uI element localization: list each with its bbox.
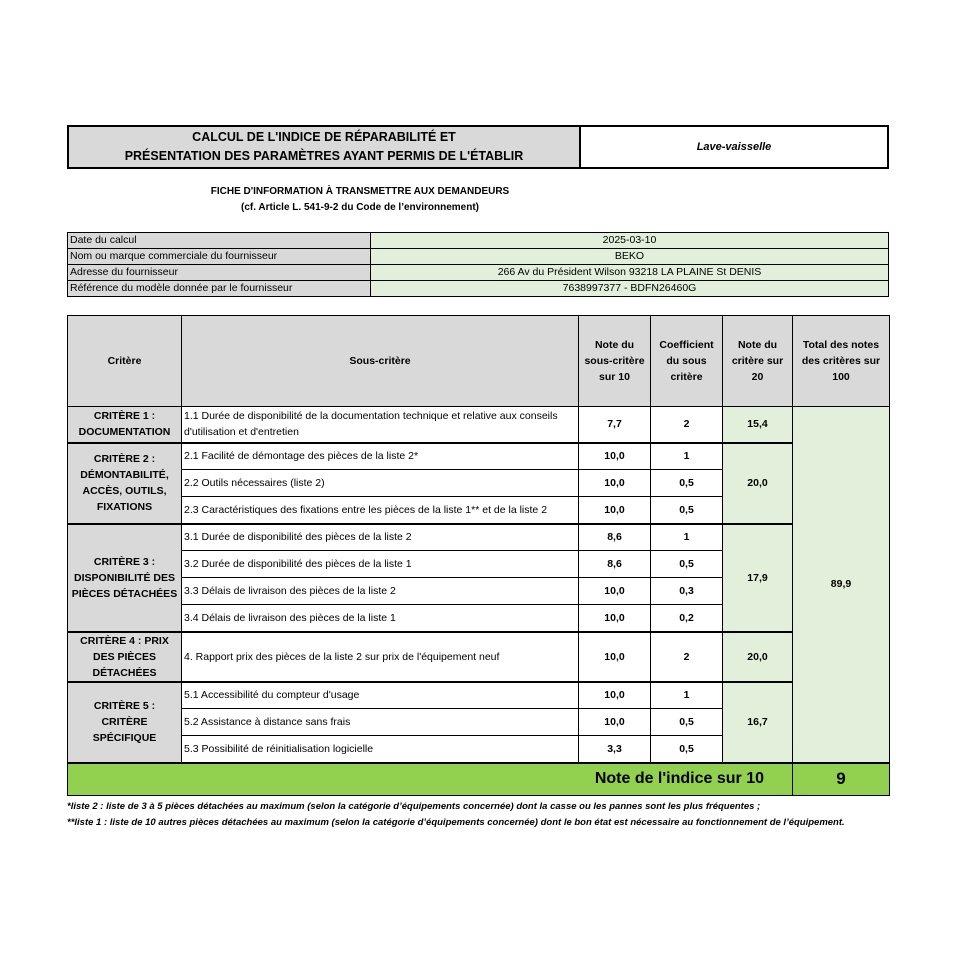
sub-criterion-label: 2.1 Facilité de démontage des pièces de la liste 2* bbox=[182, 443, 579, 470]
footnotes bbox=[67, 799, 867, 831]
final-score-value: 9 bbox=[793, 763, 890, 796]
info-value: 7638997377 - BDFN26460G bbox=[371, 281, 889, 297]
info-row bbox=[68, 281, 889, 297]
sub-criterion-label: 4. Rapport prix des pièces de la liste 2 sur prix de l'équipement neuf bbox=[182, 632, 579, 682]
info-row bbox=[68, 249, 889, 265]
sub-criterion-coef: 0,5 bbox=[651, 709, 723, 736]
criterion-name: CRITÈRE 3 : DISPONIBILITÉ DES PIÈCES DÉTACHÉES bbox=[68, 524, 182, 632]
sub-criterion-label: 3.2 Durée de disponibilité des pièces de la liste 1 bbox=[182, 551, 579, 578]
sub-criterion-label: 5.3 Possibilité de réinitialisation logicielle bbox=[182, 736, 579, 763]
sub-criterion-note: 10,0 bbox=[579, 470, 651, 497]
sub-criterion-coef: 0,2 bbox=[651, 605, 723, 632]
info-label: Adresse du fournisseur bbox=[68, 265, 371, 281]
sub-criterion-note: 8,6 bbox=[579, 551, 651, 578]
document-header bbox=[67, 125, 889, 169]
sub-criterion-coef: 0,5 bbox=[651, 551, 723, 578]
total-score: 89,9 bbox=[793, 407, 890, 763]
sub-criterion-label: 3.4 Délais de livraison des pièces de la liste 1 bbox=[182, 605, 579, 632]
sub-criterion-label: 3.3 Délais de livraison des pièces de la liste 2 bbox=[182, 578, 579, 605]
sub-criterion-coef: 0,5 bbox=[651, 470, 723, 497]
table-row bbox=[68, 682, 890, 709]
sub-criterion-label: 5.2 Assistance à distance sans frais bbox=[182, 709, 579, 736]
criterion-name: CRITÈRE 4 : PRIX DES PIÈCES DÉTACHÉES bbox=[68, 632, 182, 682]
supplier-info-table bbox=[67, 232, 889, 297]
sub-criterion-coef: 0,3 bbox=[651, 578, 723, 605]
sub-criterion-note: 10,0 bbox=[579, 632, 651, 682]
sub-criterion-label: 2.3 Caractéristiques des fixations entre les pièces de la liste 1** et de la liste 2 bbox=[182, 497, 579, 524]
header-critere: Critère bbox=[68, 316, 182, 407]
sub-criterion-label: 1.1 Durée de disponibilité de la documentation technique et relative aux conseils d'utilisation et d'entretien bbox=[182, 407, 579, 443]
sub-criterion-coef: 1 bbox=[651, 682, 723, 709]
final-score-label: Note de l'indice sur 10 bbox=[68, 763, 793, 796]
title-line-2: PRÉSENTATION DES PARAMÈTRES AYANT PERMIS DE L'ÉTABLIR bbox=[124, 149, 524, 163]
info-row bbox=[68, 233, 889, 249]
table-row bbox=[68, 407, 890, 443]
header-total: Total des notes des critères sur 100 bbox=[793, 316, 890, 407]
table-row bbox=[68, 443, 890, 470]
sub-criterion-note: 10,0 bbox=[579, 497, 651, 524]
sub-criterion-coef: 2 bbox=[651, 632, 723, 682]
info-value: BEKO bbox=[371, 249, 889, 265]
header-coefficient: Coefficient du sous critère bbox=[651, 316, 723, 407]
document-title bbox=[69, 127, 581, 167]
criterion-name: CRITÈRE 1 : DOCUMENTATION bbox=[68, 407, 182, 443]
sub-criterion-label: 2.2 Outils nécessaires (liste 2) bbox=[182, 470, 579, 497]
sub-criterion-note: 10,0 bbox=[579, 709, 651, 736]
repairability-table bbox=[67, 315, 890, 796]
table-row bbox=[68, 524, 890, 551]
info-value: 2025-03-10 bbox=[371, 233, 889, 249]
info-label: Référence du modèle donnée par le fournisseur bbox=[68, 281, 371, 297]
info-label: Date du calcul bbox=[68, 233, 371, 249]
criterion-score: 15,4 bbox=[723, 407, 793, 443]
sub-criterion-note: 10,0 bbox=[579, 443, 651, 470]
sub-criterion-note: 10,0 bbox=[579, 578, 651, 605]
info-label: Nom ou marque commerciale du fournisseur bbox=[68, 249, 371, 265]
sub-criterion-coef: 0,5 bbox=[651, 736, 723, 763]
sub-criterion-coef: 2 bbox=[651, 407, 723, 443]
header-sous-critere: Sous-critère bbox=[182, 316, 579, 407]
criterion-score: 20,0 bbox=[723, 632, 793, 682]
sub-criterion-coef: 1 bbox=[651, 524, 723, 551]
footnote-liste-2: *liste 2 : liste de 3 à 5 pièces détachées au maximum (selon la catégorie d’équipements concernée) dont la casse ou les pannes sont les plus fréquentes ; bbox=[67, 801, 761, 812]
criterion-score: 17,9 bbox=[723, 524, 793, 632]
sub-criterion-note: 10,0 bbox=[579, 605, 651, 632]
info-value: 266 Av du Président Wilson 93218 LA PLAINE St DENIS bbox=[371, 265, 889, 281]
criterion-name: CRITÈRE 2 : DÉMONTABILITÉ, ACCÈS, OUTILS, FIXATIONS bbox=[68, 443, 182, 524]
sub-criterion-coef: 1 bbox=[651, 443, 723, 470]
product-type: Lave-vaisselle bbox=[696, 141, 772, 153]
fiche-line-2: (cf. Article L. 541-9-2 du Code de l’environnement) bbox=[240, 202, 479, 213]
sub-criterion-note: 8,6 bbox=[579, 524, 651, 551]
criterion-score: 16,7 bbox=[723, 682, 793, 763]
criterion-score: 20,0 bbox=[723, 443, 793, 524]
title-line-1: CALCUL DE L'INDICE DE RÉPARABILITÉ ET bbox=[192, 130, 456, 144]
fiche-line-1: FICHE D'INFORMATION À TRANSMETTRE AUX DEMANDEURS bbox=[210, 186, 510, 197]
header-note-sous: Note du sous-critère sur 10 bbox=[579, 316, 651, 407]
sub-criterion-coef: 0,5 bbox=[651, 497, 723, 524]
table-row bbox=[68, 632, 890, 682]
criterion-name: CRITÈRE 5 : CRITÈRE SPÉCIFIQUE bbox=[68, 682, 182, 763]
fiche-heading bbox=[150, 184, 570, 216]
sub-criterion-note: 10,0 bbox=[579, 682, 651, 709]
sub-criterion-note: 3,3 bbox=[579, 736, 651, 763]
sub-criterion-label: 3.1 Durée de disponibilité des pièces de la liste 2 bbox=[182, 524, 579, 551]
final-score-row bbox=[68, 763, 890, 796]
info-row bbox=[68, 265, 889, 281]
sub-criterion-note: 7,7 bbox=[579, 407, 651, 443]
table-header-row bbox=[68, 316, 890, 407]
header-note-critere: Note du critère sur 20 bbox=[723, 316, 793, 407]
footnote-liste-1: **liste 1 : liste de 10 autres pièces détachées au maximum (selon la catégorie d’équipements concernée) dont le bon état est nécessaire au fonctionnement de l’équipement. bbox=[67, 817, 845, 828]
sub-criterion-label: 5.1 Accessibilité du compteur d'usage bbox=[182, 682, 579, 709]
